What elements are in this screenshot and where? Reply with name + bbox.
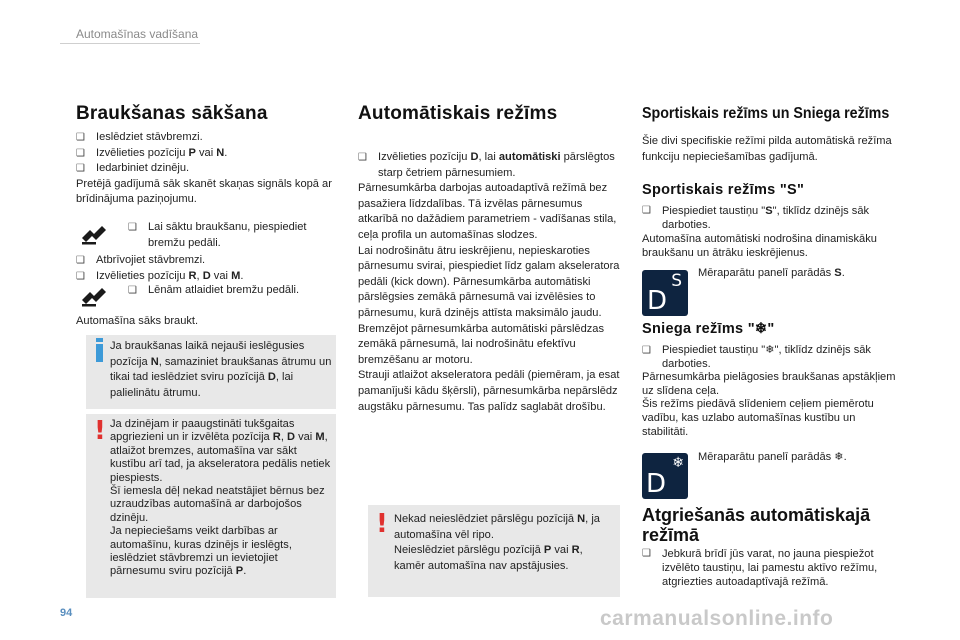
- info-text: Ja braukšanas laikā nejauši ieslēgusies pozīcija N, samaziniet braukšanas ātrumu un tikai tad ieslēdziet sviru pozīcijā D, lai palielinātu ātrumu.: [110, 340, 332, 399]
- warning-box: [86, 414, 336, 598]
- watermark: carmanualsonline.info: [600, 607, 834, 630]
- list-item: ❑ Izvēlieties pozīciju P vai N.: [76, 146, 336, 162]
- section-title-sport-snow: Sportiskais režīms un Sniega režīms: [642, 105, 890, 122]
- bullet-icon: ❑: [76, 270, 85, 282]
- sport-mode-text: [642, 204, 904, 260]
- brake-pedal-foot-icon: [80, 224, 108, 246]
- pedal-note-press: ❑ Lai sāktu braukšanu, piespiediet bremžu pedāli.: [128, 221, 307, 249]
- bullet-icon: ❑: [128, 285, 137, 296]
- list-item: ❑ Izvēlieties pozīciju D, lai automātiski pārslēgtos starp četriem pārnesumiem.: [358, 151, 615, 179]
- paragraph: Pārnesumkārba darbojas autoadaptīvā režīmā bez pasažiera līdzdalības. Tā izvēlas pārnesumus atkarībā no dažādiem parametriem - vadīšanas stila, ceļa profila un automašīnas slodzes.: [358, 182, 617, 241]
- list-item: ❑ Atbrīvojiet stāvbremzi.: [76, 253, 336, 269]
- return-auto-text: [642, 547, 904, 589]
- snow-mode-text: [642, 344, 904, 439]
- start-driving-steps: [76, 130, 336, 208]
- list-item: ❑ Izvēlieties pozīciju R, D vai M.: [76, 269, 336, 285]
- bullet-icon: ❑: [642, 345, 651, 356]
- paragraph: Šis režīms piedāvā slīdeniem ceļiem piemērotu vadību, kas uzlabo automašīnas kustību un stabilitāti.: [642, 398, 874, 438]
- paragraph: Lai nodrošinātu ātru ieskrējienu, nepieskaroties pārnesumu svirai, piespiediet līdz galam akseleratora pedāli (kick down). Pārnesumkārba automātiski pārslēgsies zemākā pārnesumā vai izvēlēsies to pārnesumu, kurā dzinējs attīsta maksimālo jaudu.: [358, 244, 620, 319]
- paragraph: Pretējā gadījumā sāk skanēt skaņas signāls kopā ar brīdinājuma paziņojumu.: [76, 177, 332, 206]
- paragraph: Pārnesumkārba pielāgosies braukšanas apstākļiem uz slīdena ceļa.: [642, 371, 896, 397]
- warning-text: Ja dzinējam ir paaugstināti tukšgaitas apgriezieni un ir izvēlēta pozīcija R, D vai M, atlaižot bremzes, automašīna var sākt kustību arī tad, ja akseleratora pedālis netiek piespiests. Šī iemesla dēļ nekad neatstājiet bērnus bez uzraudzības automašīnā ar darbojošos dzinēju. Ja nepieciešams veikt darbības ar automašīnu, kuras dzinējs ir ieslēgts, ieslēdziet stāvbremzi un ievietojiet pārnesumu sviru pozīcijā P.: [110, 418, 331, 578]
- bullet-icon: ❑: [128, 222, 137, 233]
- automatic-mode-text: [358, 150, 620, 415]
- subsection-title-return-auto: Atgriešanās automātiskajā režīmā: [642, 505, 871, 545]
- pedal-note-release: ❑ Lēnām atlaidiet bremžu pedāli.: [128, 283, 338, 299]
- info-box: [86, 335, 336, 409]
- subsection-title-sport: Sportiskais režīms "S": [642, 182, 805, 198]
- section-title-automatic-mode: Automātiskais režīms: [358, 103, 558, 124]
- snow-mode-indicator-icon: D ❄: [642, 453, 688, 499]
- warning-box: [368, 505, 620, 597]
- paragraph: Strauji atlaižot akseleratora pedāli (piemēram, ja esat pamanījuši kādu šķērsli), pārnesumkārba nepārslēdz augstāku pārnesumu. Tas palīdz saglabāt drošību.: [358, 369, 620, 413]
- bullet-icon: ❑: [642, 205, 651, 216]
- list-item: ❑ Jebkurā brīdī jūs varat, no jauna piespiežot izvēlēto taustiņu, lai pamestu aktīvo režīmu, atgriezties autoadaptīvajā režīmā.: [642, 548, 878, 588]
- bullet-icon: ❑: [76, 132, 85, 143]
- sport-indicator-note: Mēraparātu panelī parādās S.: [698, 267, 845, 279]
- release-steps: [76, 253, 336, 284]
- warning-icon: !: [94, 416, 106, 446]
- bullet-icon: ❑: [358, 152, 367, 163]
- snowflake-icon: ❄: [765, 344, 775, 356]
- bullet-icon: ❑: [642, 548, 651, 559]
- bullet-icon: ❑: [76, 163, 85, 175]
- list-item: ❑ Iedarbiniet dzinēju.: [76, 161, 336, 177]
- running-header: Automašīnas vadīšana: [76, 27, 199, 41]
- info-icon: [96, 344, 103, 362]
- warning-icon: !: [376, 509, 388, 539]
- bullet-icon: ❑: [76, 147, 85, 159]
- list-item: ❑ Piespiediet taustiņu "S", tiklīdz dzinējs sāk darboties.: [642, 205, 870, 231]
- paragraph: Automašīna sāks braukt.: [76, 315, 199, 327]
- warning-text: Nekad neieslēdziet pārslēgu pozīcijā N, ja automašīna vēl ripo. Neieslēdziet pārslēgu pozīcijā P vai R, kamēr automašīna nav apstājusies.: [394, 513, 600, 572]
- paragraph: Šie divi specifiskie režīmi pilda automātiskā režīma funkciju nepieciešamības gadījumā.: [642, 135, 892, 163]
- bullet-icon: ❑: [76, 255, 85, 266]
- sport-mode-indicator-icon: S D: [642, 270, 688, 316]
- snow-indicator-note: Mēraparātu panelī parādās ❄.: [698, 451, 847, 463]
- list-item: ❑ Piespiediet taustiņu "❄", tiklīdz dzinējs sāk darboties.: [642, 344, 871, 370]
- release-pedal-foot-icon: [80, 286, 108, 308]
- subsection-title-snow: Sniega režīms "❄": [642, 321, 775, 337]
- section-title-start-driving: Braukšanas sākšana: [76, 103, 268, 124]
- page-number: 94: [60, 607, 73, 619]
- header-rule: [60, 43, 200, 44]
- list-item: ❑ Ieslēdziet stāvbremzi.: [76, 130, 336, 146]
- paragraph: Automašīna automātiski nodrošina dinamiskāku braukšanu un ātrāku ieskrējienus.: [642, 233, 877, 259]
- paragraph: Bremzējot pārnesumkārba automātiski pārslēdzas zemākā pārnesumā, lai nodrošinātu efektīvu bremzēšanu ar motoru.: [358, 322, 605, 366]
